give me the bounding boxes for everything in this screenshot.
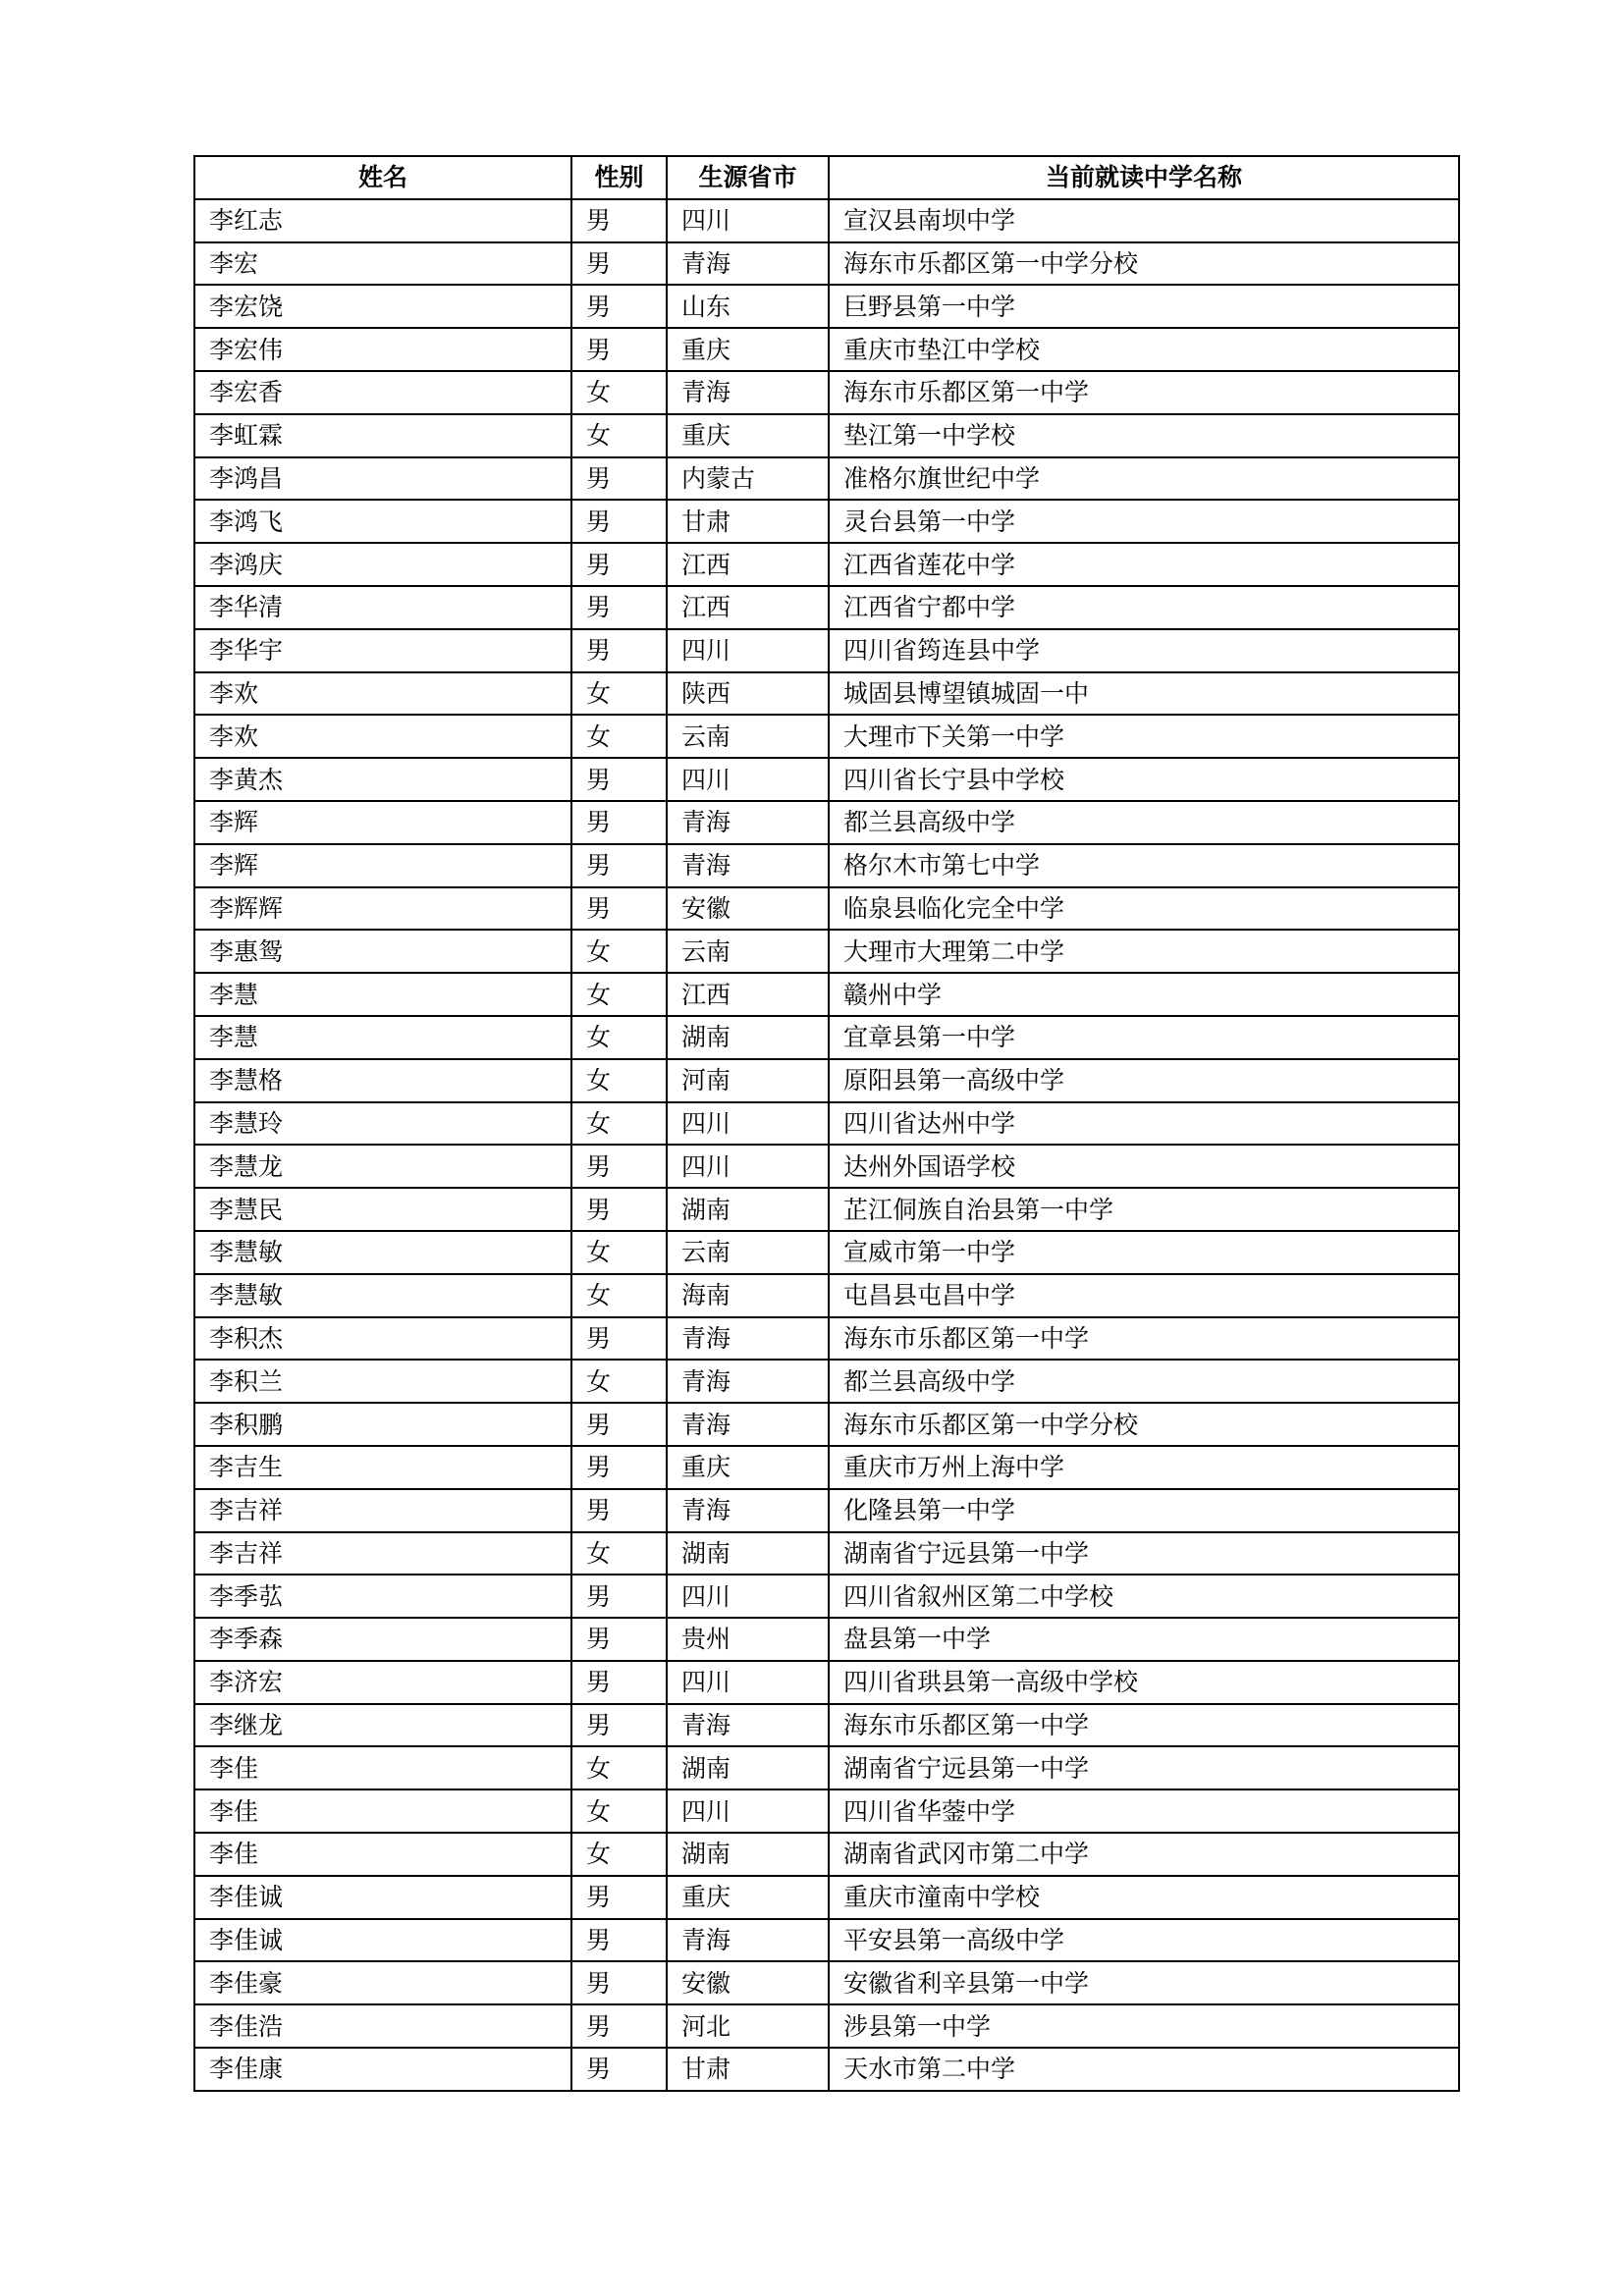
cell-school: 海东市乐都区第一中学分校 (829, 242, 1459, 286)
cell-school: 宜章县第一中学 (829, 1016, 1459, 1059)
cell-province: 贵州 (667, 1618, 829, 1661)
cell-province: 四川 (667, 629, 829, 672)
cell-province: 安徽 (667, 887, 829, 931)
cell-province: 河北 (667, 2004, 829, 2048)
cell-name: 李华宇 (194, 629, 571, 672)
cell-name: 李季苰 (194, 1575, 571, 1618)
table-row (194, 1704, 1459, 1747)
cell-gender: 男 (571, 2048, 667, 2091)
table-row (194, 1446, 1459, 1489)
cell-name: 李慧 (194, 1016, 571, 1059)
cell-school: 天水市第二中学 (829, 2048, 1459, 2091)
cell-province: 湖南 (667, 1532, 829, 1575)
cell-school: 屯昌县屯昌中学 (829, 1274, 1459, 1317)
cell-name: 李慧敏 (194, 1231, 571, 1274)
table-row (194, 543, 1459, 586)
cell-school: 灵台县第一中学 (829, 500, 1459, 543)
cell-gender: 男 (571, 1317, 667, 1361)
cell-province: 湖南 (667, 1188, 829, 1231)
cell-name: 李佳 (194, 1789, 571, 1833)
cell-name: 李佳浩 (194, 2004, 571, 2048)
table-row (194, 629, 1459, 672)
cell-gender: 女 (571, 1833, 667, 1876)
cell-school: 都兰县高级中学 (829, 801, 1459, 844)
cell-school: 四川省珙县第一高级中学校 (829, 1661, 1459, 1704)
table-row (194, 1661, 1459, 1704)
table-row (194, 1919, 1459, 1962)
cell-school: 宣威市第一中学 (829, 1231, 1459, 1274)
cell-gender: 男 (571, 242, 667, 286)
cell-name: 李吉祥 (194, 1532, 571, 1575)
cell-school: 海东市乐都区第一中学分校 (829, 1403, 1459, 1446)
cell-school: 四川省华蓥中学 (829, 1789, 1459, 1833)
cell-school: 安徽省利辛县第一中学 (829, 1961, 1459, 2004)
cell-gender: 男 (571, 758, 667, 801)
cell-gender: 男 (571, 1876, 667, 1919)
header-province: 生源省市 (667, 156, 829, 199)
cell-name: 李佳 (194, 1746, 571, 1789)
cell-gender: 男 (571, 844, 667, 887)
cell-gender: 女 (571, 1231, 667, 1274)
cell-province: 青海 (667, 1403, 829, 1446)
cell-gender: 男 (571, 328, 667, 371)
cell-gender: 女 (571, 1532, 667, 1575)
cell-school: 大理市下关第一中学 (829, 715, 1459, 758)
table-row (194, 1403, 1459, 1446)
cell-province: 重庆 (667, 414, 829, 457)
table-row (194, 1876, 1459, 1919)
cell-gender: 男 (571, 1961, 667, 2004)
cell-name: 李继龙 (194, 1704, 571, 1747)
cell-gender: 男 (571, 543, 667, 586)
cell-school: 赣州中学 (829, 973, 1459, 1016)
cell-province: 青海 (667, 371, 829, 414)
table-row (194, 285, 1459, 328)
cell-gender: 女 (571, 371, 667, 414)
cell-school: 大理市大理第二中学 (829, 930, 1459, 973)
table-row (194, 1532, 1459, 1575)
cell-province: 四川 (667, 1145, 829, 1188)
cell-gender: 女 (571, 930, 667, 973)
header-gender: 性别 (571, 156, 667, 199)
cell-school: 海东市乐都区第一中学 (829, 371, 1459, 414)
table-row (194, 371, 1459, 414)
cell-school: 湖南省宁远县第一中学 (829, 1746, 1459, 1789)
table-row (194, 801, 1459, 844)
cell-province: 陕西 (667, 672, 829, 716)
cell-name: 李积兰 (194, 1360, 571, 1403)
cell-school: 垫江第一中学校 (829, 414, 1459, 457)
cell-gender: 男 (571, 457, 667, 501)
cell-school: 四川省长宁县中学校 (829, 758, 1459, 801)
table-row (194, 242, 1459, 286)
header-name: 姓名 (194, 156, 571, 199)
cell-name: 李华清 (194, 586, 571, 629)
table-row (194, 457, 1459, 501)
cell-name: 李慧龙 (194, 1145, 571, 1188)
table-row (194, 1016, 1459, 1059)
student-table (193, 155, 1460, 2092)
cell-name: 李鸿昌 (194, 457, 571, 501)
cell-gender: 男 (571, 1575, 667, 1618)
cell-name: 李鸿飞 (194, 500, 571, 543)
cell-province: 湖南 (667, 1016, 829, 1059)
cell-province: 重庆 (667, 1446, 829, 1489)
cell-name: 李积鹏 (194, 1403, 571, 1446)
table-row (194, 1360, 1459, 1403)
cell-name: 李佳诚 (194, 1919, 571, 1962)
cell-gender: 男 (571, 285, 667, 328)
table-row (194, 1145, 1459, 1188)
table-row (194, 973, 1459, 1016)
cell-school: 四川省筠连县中学 (829, 629, 1459, 672)
cell-province: 青海 (667, 1360, 829, 1403)
table-row (194, 199, 1459, 242)
cell-school: 都兰县高级中学 (829, 1360, 1459, 1403)
cell-name: 李慧玲 (194, 1102, 571, 1146)
cell-name: 李宏伟 (194, 328, 571, 371)
cell-gender: 女 (571, 715, 667, 758)
cell-name: 李鸿庆 (194, 543, 571, 586)
cell-name: 李宏饶 (194, 285, 571, 328)
table-row (194, 1833, 1459, 1876)
cell-school: 临泉县临化完全中学 (829, 887, 1459, 931)
cell-province: 山东 (667, 285, 829, 328)
table-row (194, 887, 1459, 931)
cell-province: 河南 (667, 1059, 829, 1102)
cell-name: 李虹霖 (194, 414, 571, 457)
table-row (194, 1102, 1459, 1146)
cell-province: 云南 (667, 1231, 829, 1274)
cell-school: 重庆市潼南中学校 (829, 1876, 1459, 1919)
cell-province: 青海 (667, 242, 829, 286)
cell-province: 青海 (667, 1704, 829, 1747)
cell-school: 达州外国语学校 (829, 1145, 1459, 1188)
cell-province: 重庆 (667, 1876, 829, 1919)
cell-school: 宣汉县南坝中学 (829, 199, 1459, 242)
cell-school: 格尔木市第七中学 (829, 844, 1459, 887)
cell-school: 湖南省武冈市第二中学 (829, 1833, 1459, 1876)
cell-school: 四川省达州中学 (829, 1102, 1459, 1146)
cell-school: 湖南省宁远县第一中学 (829, 1532, 1459, 1575)
cell-name: 李欢 (194, 672, 571, 716)
cell-gender: 男 (571, 887, 667, 931)
cell-name: 李季森 (194, 1618, 571, 1661)
cell-gender: 女 (571, 1274, 667, 1317)
cell-province: 内蒙古 (667, 457, 829, 501)
table-row (194, 1618, 1459, 1661)
cell-gender: 男 (571, 1661, 667, 1704)
cell-province: 湖南 (667, 1746, 829, 1789)
cell-school: 巨野县第一中学 (829, 285, 1459, 328)
cell-province: 四川 (667, 758, 829, 801)
cell-gender: 男 (571, 629, 667, 672)
cell-province: 湖南 (667, 1833, 829, 1876)
cell-name: 李吉生 (194, 1446, 571, 1489)
cell-name: 李宏香 (194, 371, 571, 414)
cell-school: 重庆市垫江中学校 (829, 328, 1459, 371)
cell-name: 李辉辉 (194, 887, 571, 931)
cell-gender: 女 (571, 1360, 667, 1403)
table-row (194, 1274, 1459, 1317)
table-row (194, 1746, 1459, 1789)
cell-name: 李慧 (194, 973, 571, 1016)
cell-gender: 男 (571, 500, 667, 543)
header-school: 当前就读中学名称 (829, 156, 1459, 199)
cell-province: 青海 (667, 1317, 829, 1361)
table-row (194, 2048, 1459, 2091)
cell-gender: 男 (571, 1919, 667, 1962)
cell-province: 四川 (667, 1575, 829, 1618)
table-row (194, 500, 1459, 543)
cell-gender: 男 (571, 1403, 667, 1446)
cell-school: 化隆县第一中学 (829, 1489, 1459, 1532)
cell-name: 李欢 (194, 715, 571, 758)
cell-gender: 女 (571, 1789, 667, 1833)
header-row (194, 156, 1459, 199)
cell-name: 李积杰 (194, 1317, 571, 1361)
cell-name: 李宏 (194, 242, 571, 286)
table-row (194, 1231, 1459, 1274)
cell-name: 李红志 (194, 199, 571, 242)
cell-gender: 男 (571, 586, 667, 629)
cell-school: 涉县第一中学 (829, 2004, 1459, 2048)
table-row (194, 2004, 1459, 2048)
cell-name: 李黄杰 (194, 758, 571, 801)
cell-province: 重庆 (667, 328, 829, 371)
cell-province: 云南 (667, 930, 829, 973)
cell-gender: 女 (571, 1059, 667, 1102)
cell-name: 李济宏 (194, 1661, 571, 1704)
cell-province: 青海 (667, 1919, 829, 1962)
cell-gender: 男 (571, 1446, 667, 1489)
table-row (194, 844, 1459, 887)
table-row (194, 1317, 1459, 1361)
cell-gender: 女 (571, 973, 667, 1016)
table-row (194, 1188, 1459, 1231)
cell-name: 李佳 (194, 1833, 571, 1876)
cell-name: 李吉祥 (194, 1489, 571, 1532)
table-row (194, 1575, 1459, 1618)
table-row (194, 414, 1459, 457)
table-row (194, 1059, 1459, 1102)
cell-name: 李佳诚 (194, 1876, 571, 1919)
cell-province: 四川 (667, 1789, 829, 1833)
cell-province: 青海 (667, 1489, 829, 1532)
cell-province: 安徽 (667, 1961, 829, 2004)
cell-name: 李佳豪 (194, 1961, 571, 2004)
cell-gender: 女 (571, 1016, 667, 1059)
table-row (194, 586, 1459, 629)
cell-province: 青海 (667, 844, 829, 887)
table-row (194, 1789, 1459, 1833)
cell-school: 准格尔旗世纪中学 (829, 457, 1459, 501)
cell-name: 李佳康 (194, 2048, 571, 2091)
cell-gender: 男 (571, 1704, 667, 1747)
cell-gender: 女 (571, 1102, 667, 1146)
table-row (194, 715, 1459, 758)
cell-gender: 女 (571, 414, 667, 457)
cell-province: 海南 (667, 1274, 829, 1317)
cell-name: 李慧民 (194, 1188, 571, 1231)
cell-school: 城固县博望镇城固一中 (829, 672, 1459, 716)
table-row (194, 328, 1459, 371)
cell-province: 四川 (667, 199, 829, 242)
cell-province: 江西 (667, 543, 829, 586)
cell-gender: 男 (571, 801, 667, 844)
cell-gender: 男 (571, 2004, 667, 2048)
table-row (194, 758, 1459, 801)
cell-gender: 女 (571, 672, 667, 716)
cell-gender: 男 (571, 1145, 667, 1188)
cell-school: 海东市乐都区第一中学 (829, 1317, 1459, 1361)
cell-gender: 男 (571, 199, 667, 242)
cell-school: 平安县第一高级中学 (829, 1919, 1459, 1962)
cell-gender: 男 (571, 1489, 667, 1532)
cell-province: 云南 (667, 715, 829, 758)
cell-school: 原阳县第一高级中学 (829, 1059, 1459, 1102)
cell-school: 江西省宁都中学 (829, 586, 1459, 629)
cell-school: 四川省叙州区第二中学校 (829, 1575, 1459, 1618)
cell-province: 甘肃 (667, 2048, 829, 2091)
table-row (194, 672, 1459, 716)
cell-name: 李辉 (194, 801, 571, 844)
cell-school: 芷江侗族自治县第一中学 (829, 1188, 1459, 1231)
table-row (194, 930, 1459, 973)
cell-school: 江西省莲花中学 (829, 543, 1459, 586)
cell-gender: 男 (571, 1188, 667, 1231)
cell-name: 李慧格 (194, 1059, 571, 1102)
cell-province: 四川 (667, 1102, 829, 1146)
table-row (194, 1961, 1459, 2004)
cell-province: 青海 (667, 801, 829, 844)
cell-province: 甘肃 (667, 500, 829, 543)
cell-province: 江西 (667, 586, 829, 629)
cell-province: 江西 (667, 973, 829, 1016)
cell-name: 李慧敏 (194, 1274, 571, 1317)
cell-name: 李惠鸳 (194, 930, 571, 973)
cell-province: 四川 (667, 1661, 829, 1704)
cell-name: 李辉 (194, 844, 571, 887)
cell-gender: 男 (571, 1618, 667, 1661)
cell-school: 盘县第一中学 (829, 1618, 1459, 1661)
cell-gender: 女 (571, 1746, 667, 1789)
table-row (194, 1489, 1459, 1532)
cell-school: 重庆市万州上海中学 (829, 1446, 1459, 1489)
cell-school: 海东市乐都区第一中学 (829, 1704, 1459, 1747)
